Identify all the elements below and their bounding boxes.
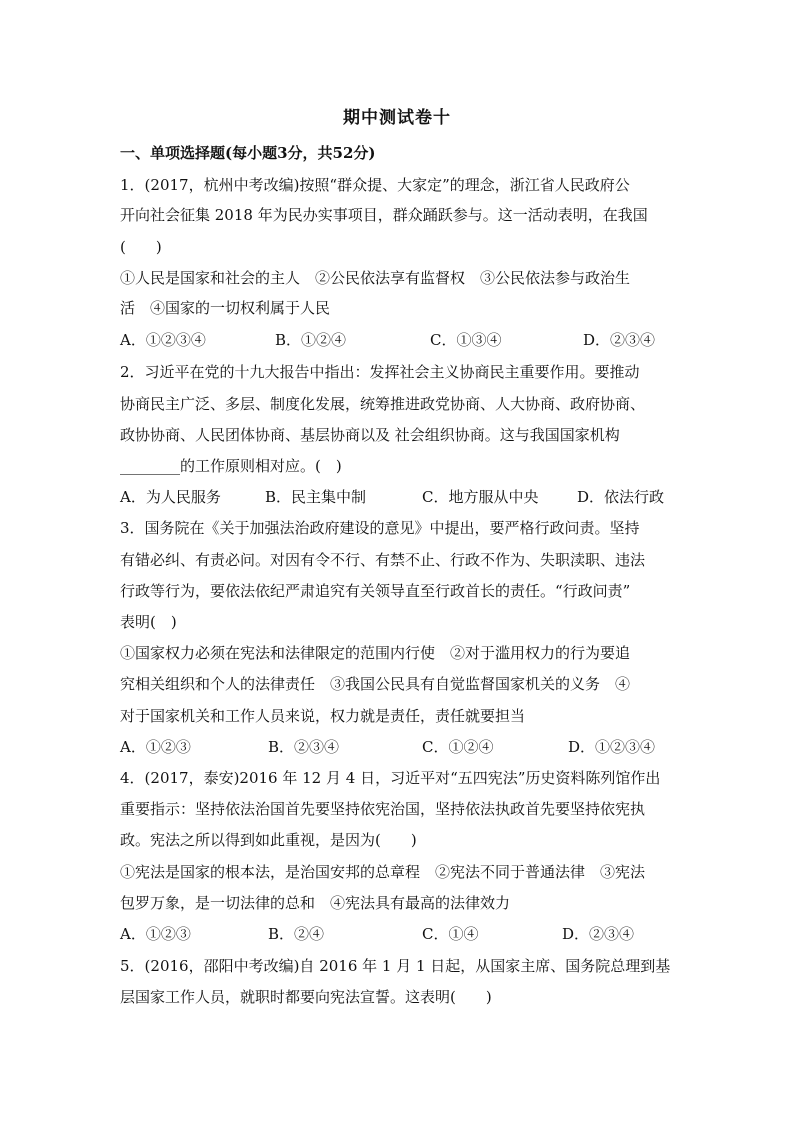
q1-line-1: 1．(2017，杭州中考改编)按照“群众提、大家定”的理念，浙江省人民政府公 <box>120 176 630 194</box>
q3-option-b: B．②③④ <box>268 738 340 756</box>
q2-line-3: 政协协商、人民团体协商、基层协商以及 社会组织协商。这与我国国家机构 <box>120 426 620 444</box>
q1-line-3: ( ) <box>120 238 162 256</box>
q5-line-2: 层国家工作人员，就职时都要向宪法宣誓。这表明( ) <box>120 988 492 1006</box>
q5-line-1: 5．(2016，邵阳中考改编)自 2016 年 1 月 1 日起，从国家主席、国务院总理到基 <box>120 957 671 975</box>
q4-option-c: C．①④ <box>422 925 479 943</box>
q2-option-d: D．依法行政 <box>577 488 665 506</box>
q4-line-2: 重要指示：坚持依法治国首先要坚持依宪治国，坚持依法执政首先要坚持依宪执 <box>120 800 646 818</box>
q1-option-d: D．②③④ <box>583 331 656 349</box>
q3-line-2: 有错必纠、有责必问。对因有令不行、有禁不止、行政不作为、失职渎职、违法 <box>120 551 646 569</box>
q3-option-d: D．①②③④ <box>568 738 656 756</box>
q2-line-4: ________的工作原则相对应。( ) <box>120 457 342 475</box>
q3-line-4: 表明( ) <box>120 613 177 631</box>
q1-option-b: B．①②④ <box>275 331 347 349</box>
q4-line-3: 政。宪法之所以得到如此重视，是因为( ) <box>120 831 417 849</box>
q1-line-2: 开向社会征集 2018 年为民办实事项目，群众踊跃参与。这一活动表明，在我国 <box>120 206 648 224</box>
q4-line-5: 包罗万象，是一切法律的总和 ④宪法具有最高的法律效力 <box>120 894 511 912</box>
q3-line-6: 究相关组织和个人的法律责任 ③我国公民具有自觉监督国家机关的义务 ④ <box>120 675 631 693</box>
q2-option-a: A．为人民服务 <box>120 488 221 506</box>
section-heading: 一、单项选择题(每小题3分，共52分) <box>120 144 376 162</box>
q3-option-a: A．①②③ <box>120 738 191 756</box>
exam-title: 期中测试卷十 <box>343 108 451 128</box>
q4-option-a: A．①②③ <box>120 925 191 943</box>
q4-line-4: ①宪法是国家的根本法，是治国安邦的总章程 ②宪法不同于普通法律 ③宪法 <box>120 863 646 881</box>
q1-line-5: 活 ④国家的一切权利属于人民 <box>120 299 331 317</box>
q3-line-5: ①国家权力必须在宪法和法律限定的范围内行使 ②对于滥用权力的行为要追 <box>120 644 631 662</box>
q2-line-1: 2．习近平在党的十九大报告中指出：发挥社会主义协商民主重要作用。要推动 <box>120 363 640 381</box>
q3-line-1: 3．国务院在《关于加强法治政府建设的意见》中提出，要严格行政问责。坚持 <box>120 519 640 537</box>
q1-option-a: A．①②③④ <box>120 331 206 349</box>
q1-line-4: ①人民是国家和社会的主人 ②公民依法享有监督权 ③公民依法参与政治生 <box>120 269 631 287</box>
q3-line-3: 行政等行为，要依法依纪严肃追究有关领导直至行政首长的责任。“行政问责” <box>120 582 631 600</box>
q2-option-b: B．民主集中制 <box>265 488 367 506</box>
q1-option-c: C．①③④ <box>430 331 502 349</box>
q2-line-2: 协商民主广泛、多层、制度化发展，统筹推进政党协商、人大协商、政府协商、 <box>120 395 646 413</box>
q3-option-c: C．①②④ <box>422 738 494 756</box>
q3-line-7: 对于国家机关和工作人员来说，权力就是责任，责任就要担当 <box>120 707 526 725</box>
q4-option-d: D．②③④ <box>562 925 635 943</box>
q2-option-c: C．地方服从中央 <box>422 488 539 506</box>
q4-option-b: B．②④ <box>268 925 325 943</box>
q4-line-1: 4．(2017，泰安)2016 年 12 月 4 日，习近平对“五四宪法”历史资料陈列馆作出 <box>120 769 661 787</box>
